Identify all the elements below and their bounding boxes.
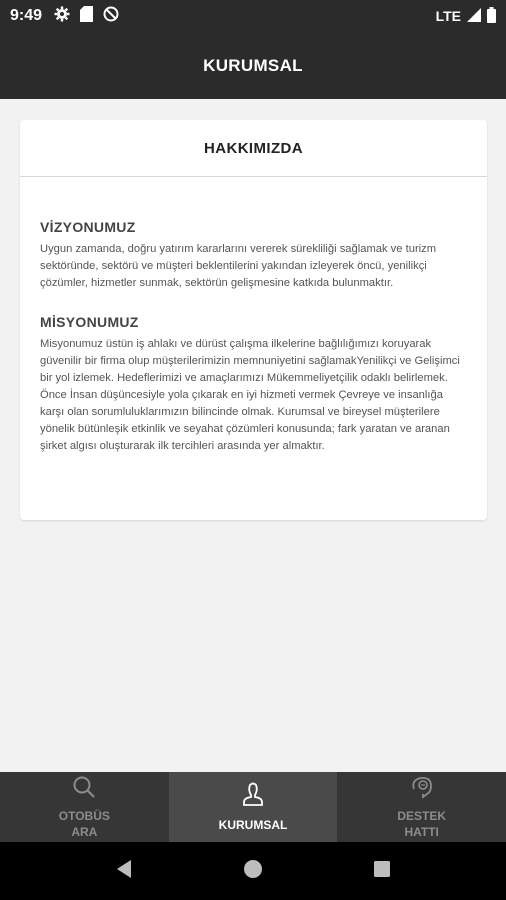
status-time: 9:49 (10, 7, 43, 24)
gear-icon (54, 6, 70, 27)
no-data-icon (103, 6, 119, 27)
nav-label-kurumsal: KURUMSAL (218, 817, 288, 832)
mission-section (40, 314, 467, 455)
vision-section (40, 219, 467, 292)
nav-item-otobus-ara[interactable] (0, 772, 169, 842)
about-card (20, 120, 487, 520)
status-bar (0, 0, 506, 32)
signal-icon (467, 8, 481, 25)
card-body (20, 177, 487, 455)
support-icon (409, 775, 435, 804)
bottom-nav (0, 772, 506, 842)
nav-label-otobus-ara: OTOBÜS ARA (58, 808, 110, 839)
nav-item-destek-hatti[interactable] (337, 772, 506, 842)
nav-item-kurumsal[interactable] (169, 772, 338, 842)
app-bar (0, 32, 506, 99)
mission-heading: MİSYONUMUZ (40, 314, 139, 330)
network-type: LTE (435, 8, 461, 24)
card-header (20, 120, 487, 177)
back-button[interactable] (115, 859, 133, 884)
home-button[interactable] (243, 859, 263, 884)
sim-card-icon (80, 6, 93, 27)
page-title: KURUMSAL (203, 55, 303, 75)
search-icon (72, 775, 96, 804)
vision-text: Uygun zamanda, doğru yatırım kararlarını vererek sürekliliği sağlamak ve turizm sektöründe, sektörü ve müşteri beklentilerini yakından izleyerek öncü, yenilikçi çözümler, hizmetler sunmak, sektörün gelişmesine katkıda bulunmaktır. (40, 243, 437, 289)
card-title: HAKKIMIZDA (204, 139, 303, 157)
system-nav-bar (0, 842, 506, 900)
user-icon (241, 782, 265, 813)
nav-label-destek-hatti: DESTEK HATTI (397, 808, 447, 839)
recents-button[interactable] (373, 860, 391, 883)
vision-heading: VİZYONUMUZ (40, 219, 136, 235)
mission-text: Misyonumuz üstün iş ahlakı ve dürüst çalışma ilkelerine bağlılığımızı koruyarak güvenilir bir firma olup müşterilerimizin memnuniyetini sağlamakYenilikçi ve Gelişimci bir yol izlemek. Hedeflerimizi ve amaçlarımızı Mükemmeliyetçilik odaklı belirlemek. Önce İnsan düşüncesiyle yola çıkarak en iyi hizmeti vermek Çevreye ve insanlığa karşı olan sorumluluklarımızın bilincinde olmak. Kurumsal ve bireysel müşterilere yönelik bütünleşik etkinlik ve seyahat çözümleri konusunda; fark yaratan ve aranan şirket algısı oluşturarak ilk tercihleri arasında yer almaktır. (40, 338, 460, 452)
battery-icon (487, 7, 496, 26)
